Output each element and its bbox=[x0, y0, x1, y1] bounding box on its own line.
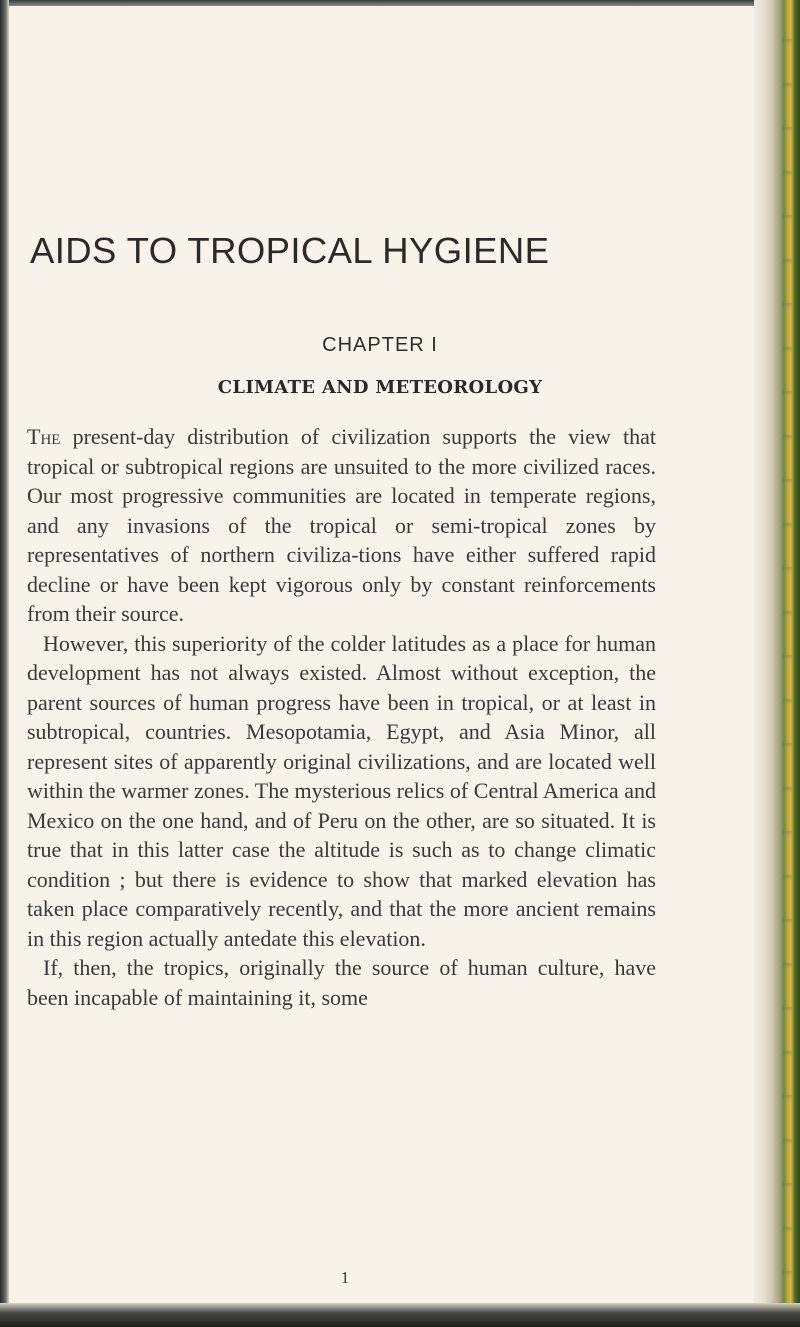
chapter-label: CHAPTER I bbox=[322, 334, 438, 356]
paragraph-1 bbox=[27, 422, 656, 629]
page-left-edge bbox=[0, 0, 9, 1327]
paragraph-3: If, then, the tropics, originally the source of human culture, have been incapable of maintaining it, some bbox=[27, 955, 656, 1010]
page-top-edge bbox=[0, 0, 800, 6]
page-number: 1 bbox=[340, 1268, 350, 1287]
book-spine-edge bbox=[754, 0, 800, 1327]
page-bottom-edge bbox=[0, 1303, 800, 1327]
chapter-title: CLIMATE AND METEOROLOGY bbox=[217, 377, 543, 398]
body-text bbox=[27, 422, 656, 1012]
book-title: AIDS TO TROPICAL HYGIENE bbox=[30, 230, 550, 271]
paragraph-1-text: present-day distribution of civilization supports the view that tropical or subtropical regions are unsuited to the more civilized races. Our most progressive communities are located in temperate regions, and any invasions of the tropical or semi-tropical zones by representatives of northern civiliza-tions have either suffered rapid decline or have been kept vigorous only by constant reinforcements from their source. bbox=[27, 424, 656, 626]
paragraph-2: However, this superiority of the colder latitudes as a place for human development has not always existed. Almost without exception, the parent sources of human progress have been in tropical, or at least in subtropical, countries. Mesopotamia, Egypt, and Asia Minor, all represent sites of apparently original civilizations, and are located well within the warmer zones. The mysterious relics of Central America and Mexico on the one hand, and of Peru on the other, are so situated. It is true that in this latter case the altitude is such as to change climatic condition ; but there is evidence to show that marked elevation has taken place comparatively recently, and that the more ancient remains in this region actually antedate this elevation. bbox=[27, 630, 656, 951]
paragraph-lead-word: The bbox=[27, 424, 61, 449]
spine-shading bbox=[782, 0, 792, 1327]
